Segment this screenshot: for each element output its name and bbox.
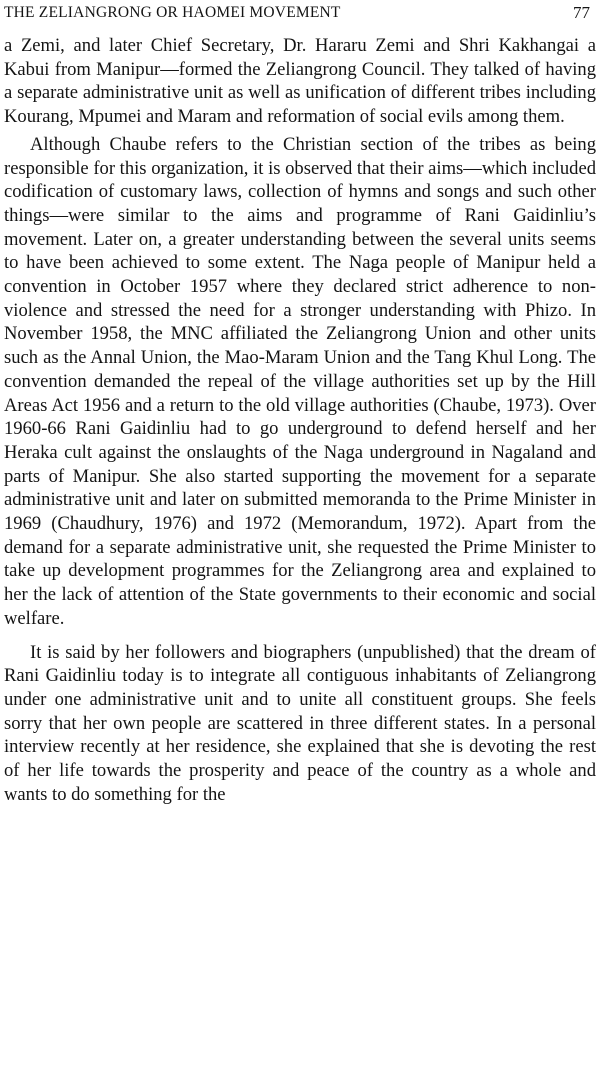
page-number: 77: [573, 3, 590, 22]
running-head: [4, 2, 594, 24]
running-title: THE ZELIANGRONG OR HAOMEI MOVEMENT: [4, 4, 341, 21]
paragraph-continuation: a Zemi, and later Chief Secretary, Dr. Hararu Zemi and Shri Kakhangai a Kabui from Manipur—formed the Zeliangrong Council. They talked of having a separate administrative unit as well as unification of different tribes including Kourang, Mpumei and Maram and reformation of social evils among them.: [4, 35, 596, 128]
body-text: [4, 34, 596, 807]
paragraph-chaube-organization: Although Chaube refers to the Christian section of the tribes as being responsible for this organization, it is observed that their aims—which included codification of customary laws, collection of hymns and songs and such other things—were similar to the aims and programme of Rani Gaidinliu’s movement. Later on, a greater understanding between the several units seems to have been achieved to some extent. The Naga people of Manipur held a convention in October 1957 where they declared strict adherence to non-violence and stressed the need for a stronger understanding with Phizo. In November 1958, the MNC affiliated the Zeliangrong Union and other units such as the Annal Union, the Mao-Maram Union and the Tang Khul Long. The convention demanded the repeal of the village authorities set up by the Hill Areas Act 1956 and a return to the old village authorities (Chaube, 1973). Over 1960-66 Rani Gaidinliu had to go underground to defend herself and her Heraka cult against the onslaughts of the Naga underground in Nagaland and parts of Manipur. She also started supporting the movement for a separate administrative unit and later on submitted memoranda to the Prime Minister in 1969 (Chaudhury, 1976) and 1972 (Memorandum, 1972). Apart from the demand for a separate administrative unit, she requested the Prime Minister to take up development programmes for the Zeliangrong area and explained to her the lack of attention of the State governments to their economic and social welfare.: [4, 133, 596, 629]
paragraph-rani-gaidinliu-dream: It is said by her followers and biographers (unpublished) that the dream of Rani Gaidinliu today is to integrate all contiguous inhabitants of Zeliangrong under one administrative unit and to unite all constituent groups. She feels sorry that her own people are scattered in three different states. In a personal interview recently at her residence, she explained that she is devoting the rest of her life towards the prosperity and peace of the country as a whole and wants to do something for the: [4, 641, 596, 805]
